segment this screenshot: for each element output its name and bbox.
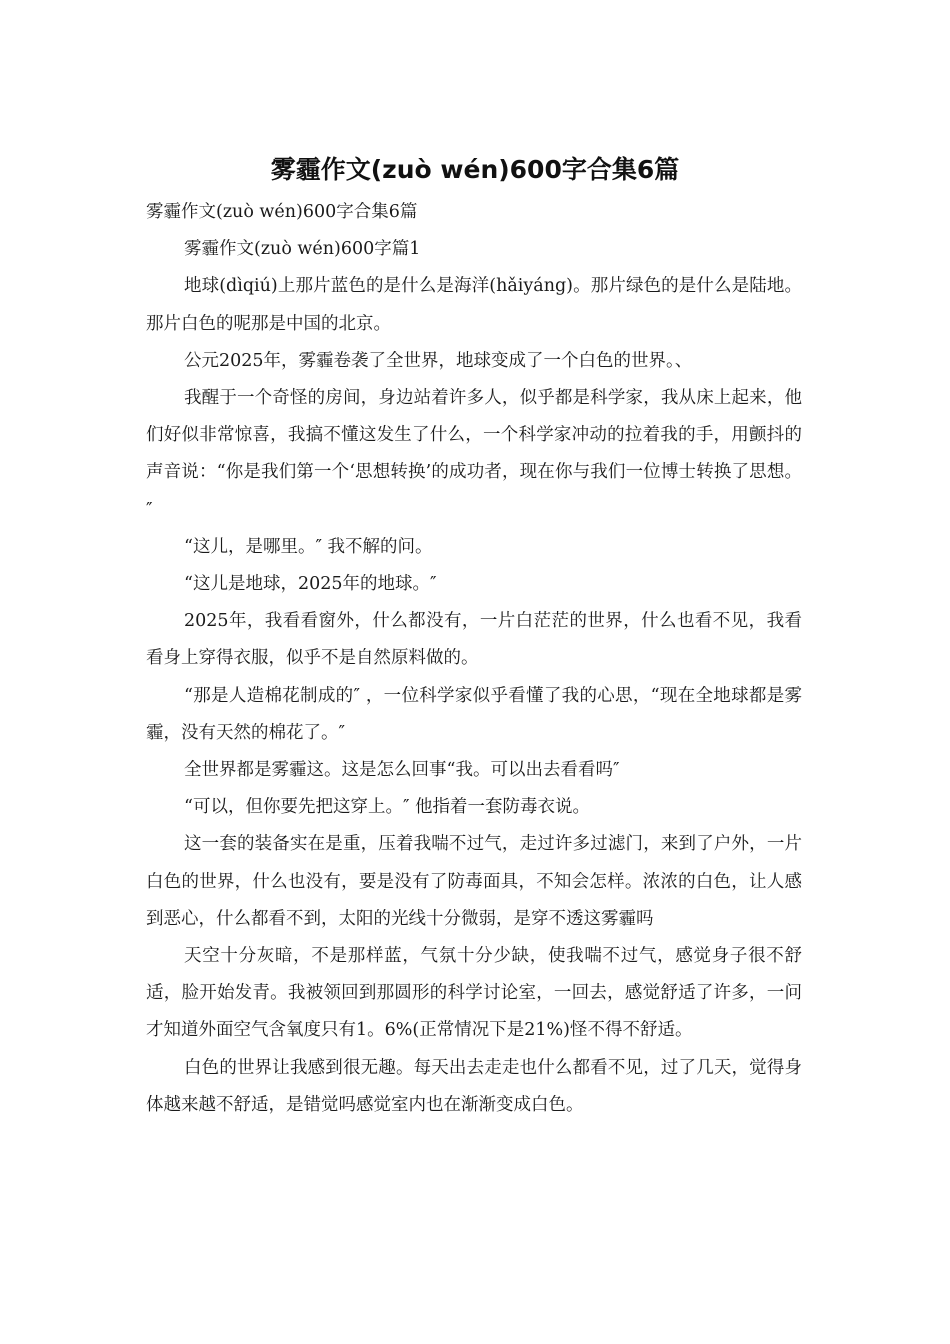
document-title: 雾霾作文(zuò wén)600字合集6篇 xyxy=(270,155,680,184)
paragraph: 公元2025年，雾霾卷袭了全世界，地球变成了一个白色的世界。、 xyxy=(184,350,693,371)
paragraph: “那是人造棉花制成的″ ，一位科学家似乎看懂了我的心思，“现在全地球都是雾霾，没有天然的棉花了。″ xyxy=(146,685,802,743)
paragraph: 这一套的装备实在是重，压着我喘不过气，走过许多过滤门，来到了户外，一片白色的世界，什么也没有，要是没有了防毒面具，不知会怎样。浓浓的白色，让人感到恶心，什么都看不到，太阳的光线十分微弱，是穿不透这雾霾吗 xyxy=(146,834,802,929)
paragraph: 地球(dìqiú)上那片蓝色的是什么是海洋(hǎiyáng)。那片绿色的是什么是陆地。那片白色的呢那是中国的北京。 xyxy=(146,276,802,334)
paragraph: 全世界都是雾霾这。这是怎么回事“我。可以出去看看吗″ xyxy=(184,760,620,781)
paragraph: 我醒于一个奇怪的房间，身边站着许多人，似乎都是科学家，我从床上起来，他们好似非常惊喜，我搞不懂这发生了什么，一个科学家冲动的拉着我的手，用颤抖的声音说：“你是我们第一个‘思想转换’的成功者，现在你与我们一位博士转换了思想。″ xyxy=(146,388,802,520)
paragraph-subtitle: 雾霾作文(zuò wén)600字合集6篇 xyxy=(146,202,418,222)
paragraph: “这儿，是哪里。″ 我不解的问。 xyxy=(184,536,433,557)
paragraph: 天空十分灰暗，不是那样蓝，气氛十分少缺，使我喘不过气，感觉身子很不舒适，脸开始发青。我被领回到那圆形的科学讨论室，一回去，感觉舒适了许多，一问才知道外面空气含氧度只有1。6%(正常情况下是21%)怪不得不舒适。 xyxy=(146,946,802,1041)
paragraph-section-heading: 雾霾作文(zuò wén)600字篇1 xyxy=(184,239,421,260)
document-body xyxy=(146,194,802,1124)
paragraph: 白色的世界让我感到很无趣。每天出去走走也什么都看不见，过了几天，觉得身体越来越不舒适，是错觉吗感觉室内也在渐渐变成白色。 xyxy=(146,1057,802,1115)
paragraph: 2025年，我看看窗外，什么都没有，一片白茫茫的世界，什么也看不见，我看看身上穿得衣服，似乎不是自然原料做的。 xyxy=(146,611,802,669)
paragraph: “这儿是地球，2025年的地球。″ xyxy=(184,574,437,595)
paragraph: “可以，但你要先把这穿上。″ 他指着一套防毒衣说。 xyxy=(184,797,591,818)
